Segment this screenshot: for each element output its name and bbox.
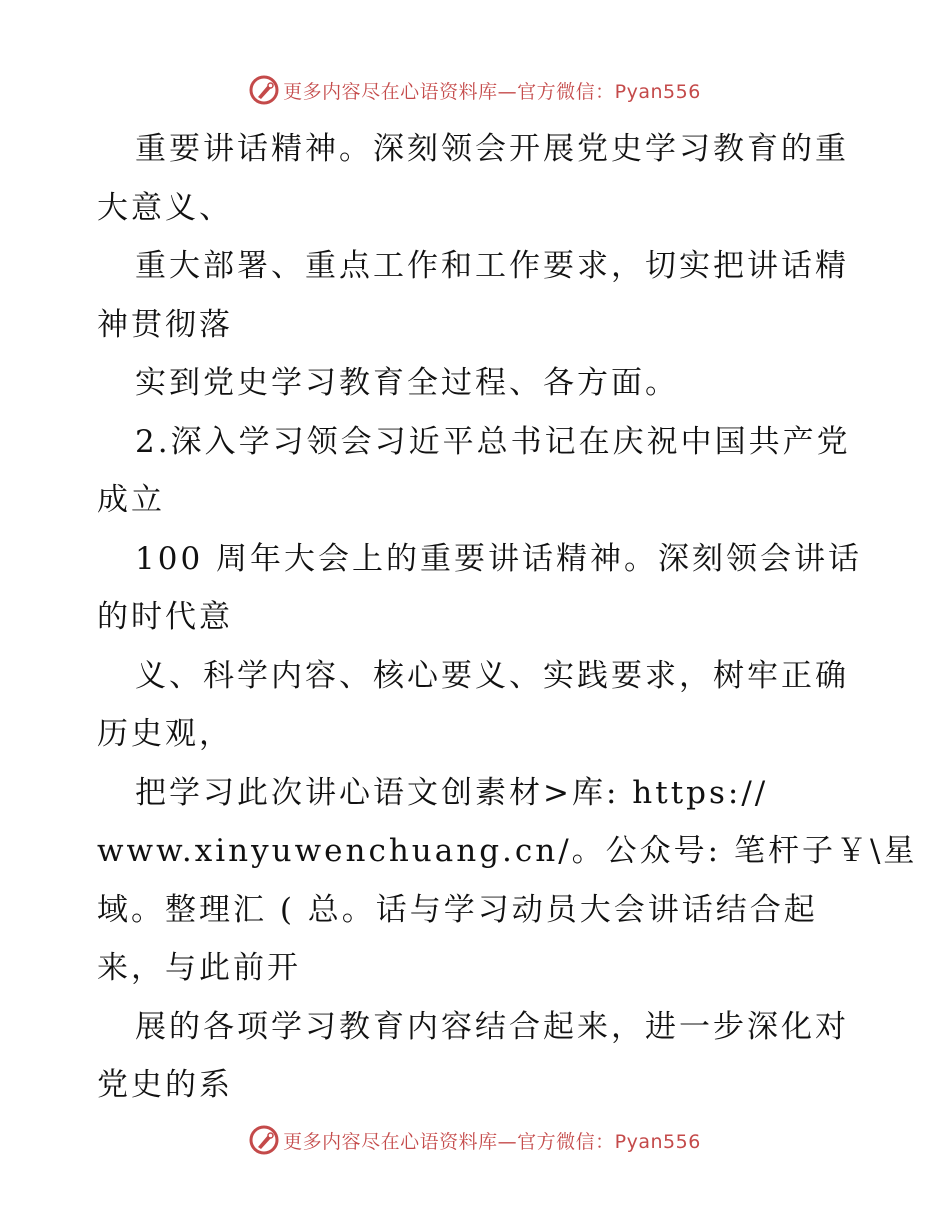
- text-line: 大意义、: [97, 189, 233, 226]
- text-line: 实到党史学习教育全过程、各方面。: [135, 365, 679, 401]
- text-line: 重要讲话精神。深刻领会开展党史学习教育的重: [135, 131, 849, 167]
- footer-banner-text: 更多内容尽在心语资料库—官方微信：Pyan556: [283, 1130, 701, 1153]
- header-banner: [0, 70, 950, 110]
- text-line: 的时代意: [97, 599, 233, 635]
- text-line: 域。整理汇 ( 总。话与学习动员大会讲话结合起: [97, 891, 818, 928]
- text-line: 党史的系: [97, 1067, 233, 1103]
- pen-logo-icon: [249, 1125, 279, 1155]
- text-line: 展的各项学习教育内容结合起来，进一步深化对: [135, 1008, 849, 1045]
- text-line: 把学习此次讲心语文创素材>库: https://: [135, 774, 769, 811]
- text-line: www.xinyuwenchuang.cn/。公众号: 笔杆子￥\星: [97, 833, 918, 869]
- header-banner-text: 更多内容尽在心语资料库—官方微信：Pyan556: [283, 80, 701, 103]
- text-line: 来，与此前开: [97, 950, 301, 986]
- text-line: 2.深入学习领会习近平总书记在庆祝中国共产党: [135, 423, 851, 460]
- text-line: 神贯彻落: [97, 306, 233, 343]
- text-line: 重大部署、重点工作和工作要求，切实把讲话精: [135, 248, 849, 284]
- text-line: 历史观，: [97, 716, 233, 752]
- pen-logo-icon: [249, 75, 279, 105]
- document-body: [97, 120, 918, 1115]
- text-line: 义、科学内容、核心要义、实践要求，树牢正确: [135, 657, 849, 694]
- footer-banner: [0, 1120, 950, 1160]
- text-line: 100 周年大会上的重要讲话精神。深刻领会讲话: [135, 540, 863, 577]
- text-line: 成立: [97, 482, 165, 518]
